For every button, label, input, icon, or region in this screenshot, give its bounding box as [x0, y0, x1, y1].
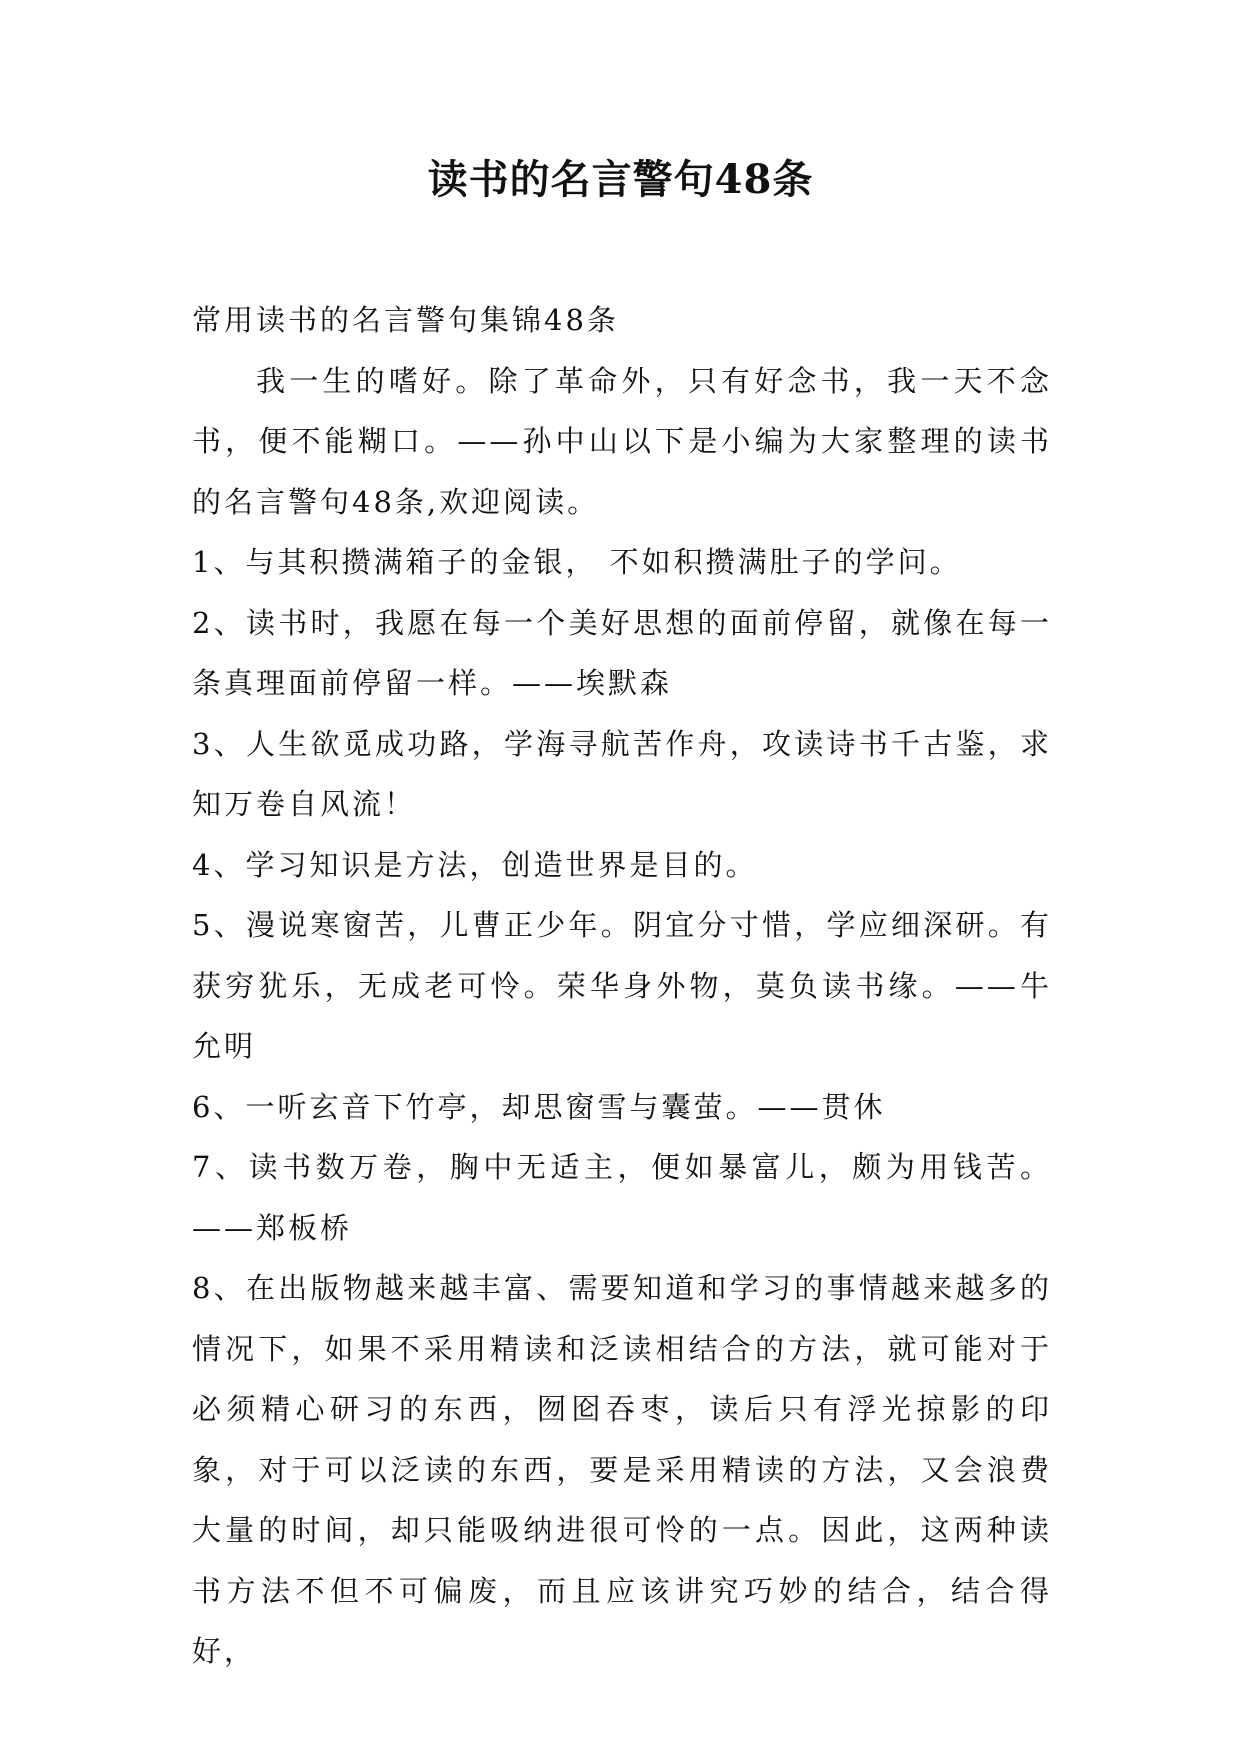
- document-title: 读书的名言警句48条: [427, 156, 814, 203]
- intro-paragraph: 我一生的嗜好。除了革命外，只有好念书，我一天不念书，便不能糊口。——孙中山以下是小编为大家整理的读书的名言警句48条,欢迎阅读。: [192, 363, 1052, 519]
- quote-item: 4、学习知识是方法，创造世界是目的。: [192, 847, 758, 882]
- document-subtitle: 常用读书的名言警句集锦48条: [192, 303, 619, 337]
- quote-item: 6、一听玄音下竹亭，却思窗雪与囊萤。——贯休: [192, 1089, 886, 1124]
- document-body: [192, 290, 1052, 1682]
- quote-item: 1、与其积攒满箱子的金银， 不如积攒满肚子的学问。: [192, 545, 962, 579]
- quote-item: 3、人生欲觅成功路，学海寻航苦作舟，攻读诗书千古鉴，求知万卷自风流！: [192, 726, 1052, 821]
- quote-item: 2、读书时，我愿在每一个美好思想的面前停留，就像在每一条真理面前停留一样。——埃默森: [192, 605, 1052, 700]
- quote-item: 7、读书数万卷，胸中无适主，便如暴富儿，颇为用钱苦。——郑板桥: [192, 1150, 1052, 1245]
- quote-item: 8、在出版物越来越丰富、需要知道和学习的事情越来越多的情况下，如果不采用精读和泛读相结合的方法，就可能对于必须精心研习的东西，囫囵吞枣，读后只有浮光掠影的印象，对于可以泛读的东西，要是采用精读的方法，又会浪费大量的时间，却只能吸纳进很可怜的一点。因此，这两种读书方法不但不可偏废，而且应该讲究巧妙的结合，结合得好，: [192, 1271, 1052, 1668]
- quote-item: 5、漫说寒窗苦，儿曹正少年。阴宜分寸惜，学应细深研。有获穷犹乐，无成老可怜。荣华身外物，莫负读书缘。——牛允明: [192, 908, 1052, 1063]
